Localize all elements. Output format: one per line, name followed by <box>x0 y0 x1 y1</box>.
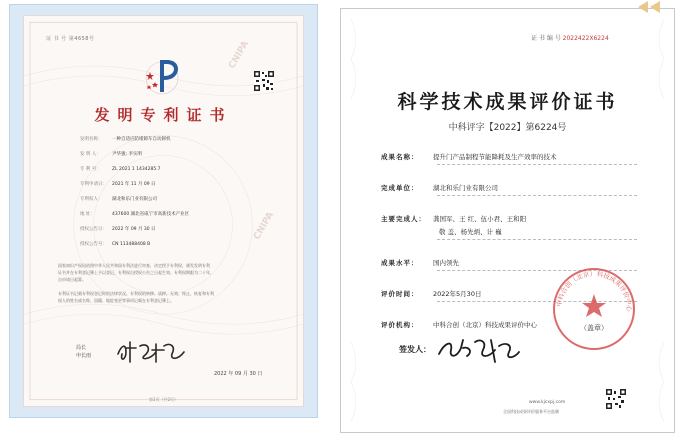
field-value: 一种自适应防堵卸车自动卸机 <box>112 137 171 142</box>
footer-website: www.kjcxpj.com <box>529 400 566 405</box>
patent-certificate-frame <box>9 4 318 418</box>
field-value: 437600 湖北省咸宁市高新技术产业区 <box>112 212 190 217</box>
field-label: 地 址： <box>80 212 95 217</box>
certificate-serial <box>531 33 609 42</box>
paragraph-line: 自申请日起算。 <box>58 277 86 282</box>
patent-field-row <box>80 241 290 256</box>
field-label: 发明名称： <box>80 137 103 142</box>
patent-paragraph-1 <box>58 262 278 283</box>
field-value: 2022 年 09 月 30 日 <box>112 227 156 232</box>
patent-sign-labels <box>76 344 91 360</box>
field-value: CN 113488408 B <box>112 242 151 247</box>
row-label: 成果水平： <box>381 259 419 267</box>
row-label: 完成单位： <box>381 184 419 192</box>
patent-field-row <box>80 136 290 151</box>
field-label: 授权公告号： <box>80 242 107 247</box>
field-label: 授权公告日： <box>80 227 107 232</box>
field-value: 湖北和乐门业有限公司 <box>112 197 157 202</box>
handwritten-signature-icon <box>433 332 523 366</box>
patent-field-row <box>80 166 290 181</box>
patent-watermark: CNIPA <box>252 210 277 242</box>
cnipa-emblem-icon <box>140 52 188 100</box>
row-value: 提升门产品制程节能降耗及生产效率的技术 <box>433 153 557 161</box>
patent-date: 2022 年 09 月 30 日 <box>214 371 263 377</box>
row-value: 湖北和乐门业有限公司 <box>433 184 498 192</box>
row-label: 成果名称： <box>381 153 419 161</box>
signer-label: 签发人： <box>399 345 431 354</box>
sign-label-1: 局长 <box>76 345 87 351</box>
certificate-row-organization <box>381 183 498 192</box>
seal-text: 中科合创（北京）科技成果评价中心 <box>554 269 634 312</box>
patent-watermark: CNIPA <box>227 39 252 71</box>
row-value: 国内领先 <box>433 259 459 267</box>
certificate-title: 科学技术成果评价证书 <box>397 91 618 113</box>
row-label: 评价机构： <box>381 321 419 329</box>
certificate-subtitle: 中科评字【2022】第6224号 <box>448 123 567 133</box>
row-divider <box>437 239 637 240</box>
row-label: 主要完成人： <box>381 215 426 223</box>
field-value: ZL 2021 1 1434285.7 <box>112 167 161 172</box>
patent-signature-icon <box>112 336 192 366</box>
field-label: 专利权人： <box>80 197 103 202</box>
row-label: 评价时间： <box>381 290 419 298</box>
certificate-row-level <box>381 258 459 267</box>
row-divider <box>437 195 637 196</box>
achievement-certificate-frame <box>340 8 675 433</box>
seal-sub-text: （盖章） <box>580 324 608 332</box>
row-value: 2022年5月30日 <box>433 290 482 298</box>
patent-field-row <box>80 181 290 196</box>
patent-title: 发明专利证书 <box>94 106 233 124</box>
certificate-row-achievement <box>381 152 557 161</box>
row-value-line-2: 敬 盖、杨先炳、计 巍 <box>439 228 502 236</box>
row-divider <box>437 164 637 165</box>
row-value: 中科合创（北京）科技成果评价中心 <box>433 321 537 329</box>
patent-serial: 证 书 号 第4658号 <box>46 36 95 42</box>
field-label: 专利申请日： <box>80 182 107 187</box>
patent-paragraph-2 <box>58 290 278 304</box>
official-seal-icon <box>549 264 639 354</box>
serial-label: 证 书 编 号 <box>531 35 561 42</box>
patent-certificate-paper <box>23 15 304 407</box>
field-value: 2021 年 11 月 09 日 <box>112 182 156 187</box>
patent-footer: 第1页（共2页） <box>148 397 179 402</box>
certificate-row-people <box>381 214 527 236</box>
certificate-row-date <box>381 289 481 298</box>
row-value: 龚国军、王 红、伍小君、王和阳 <box>433 215 527 223</box>
field-label: 发 明 人： <box>80 152 101 157</box>
patent-qr-code-icon <box>254 71 274 91</box>
paragraph-line: 权人的姓名或名称、国籍、地址变更等事项记载在专利登记簿上。 <box>58 298 174 303</box>
certificate-row-agency <box>381 320 537 329</box>
footer-note: 全国科技成果评价服务平台监制 <box>503 409 559 414</box>
paragraph-line: 国家知识产权局依照中华人民共和国专利法进行审查，决定授予专利权，颁发发明专利 <box>58 263 210 268</box>
field-label: 专 利 号： <box>80 167 101 172</box>
paragraph-line: 专利证书记载专利权登记时的法律状况。专利权的转移、质押、无效、终止、恢复和专利 <box>58 291 214 296</box>
serial-value: 2022422X6224 <box>562 35 609 42</box>
certificate-qr-code-icon <box>606 389 626 409</box>
field-value: 尹华强; 李实明 <box>112 152 142 157</box>
double-arrow-decoration-icon <box>628 0 668 14</box>
sign-label-2: 申长雨 <box>76 353 92 359</box>
paragraph-line: 证书并在专利登记簿上予以登记。专利权自授权公告之日起生效。专利权期限为二十年， <box>58 270 214 275</box>
patent-field-row <box>80 196 290 211</box>
patent-field-row <box>80 151 290 166</box>
